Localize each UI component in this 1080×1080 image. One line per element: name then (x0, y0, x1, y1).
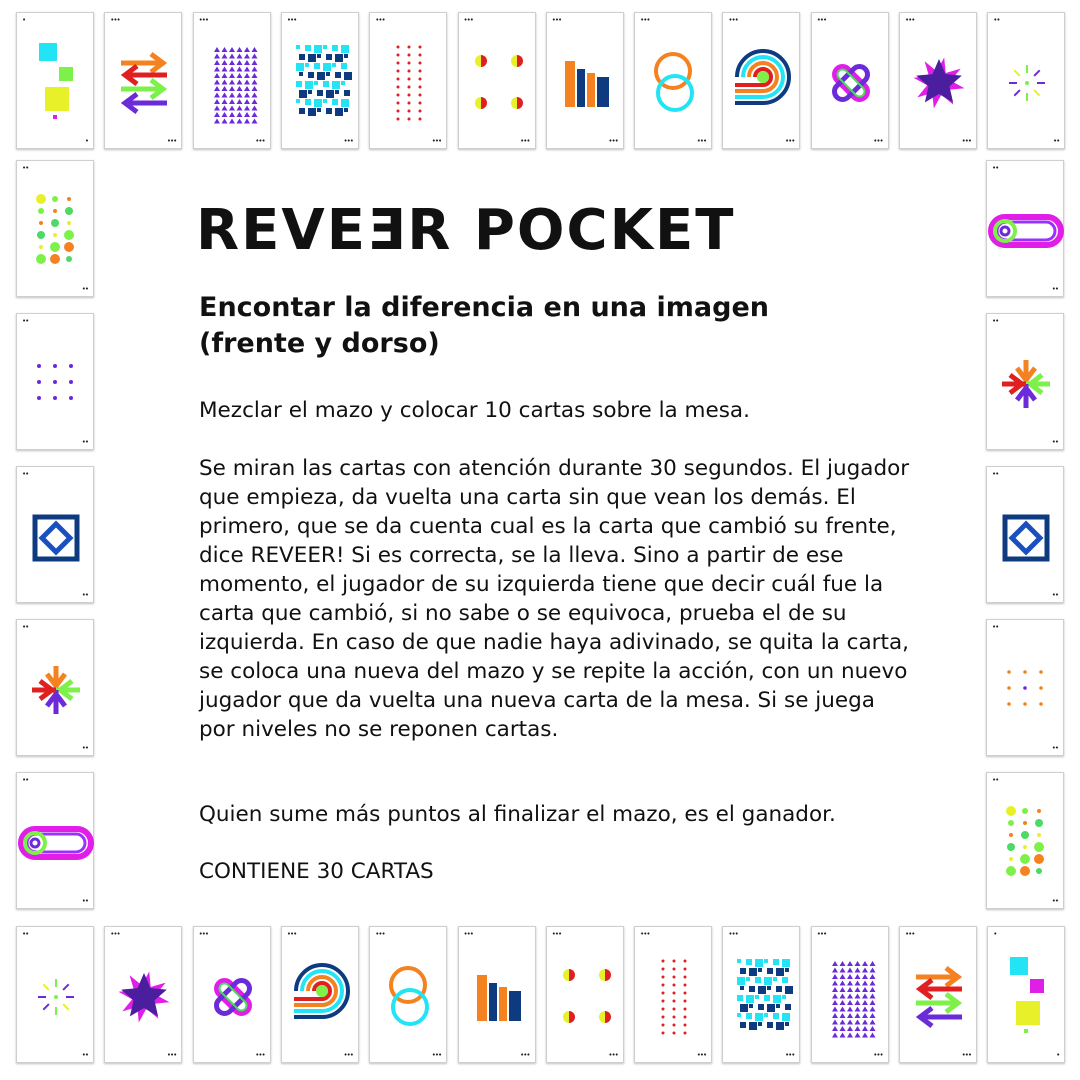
card-level-pips: ••• (816, 930, 827, 938)
card-level-pips: ••• (343, 1051, 353, 1059)
card-level-pips: •• (81, 438, 88, 446)
card-level-pips: • (22, 16, 26, 24)
card-level-pips: •• (992, 470, 999, 478)
rule-paragraph-setup: Mezclar el mazo y colocar 10 cartas sobre la mesa. (199, 398, 750, 423)
card-level-pips: ••• (198, 930, 208, 938)
card-level-pips: ••• (255, 137, 265, 145)
card-level-pips: ••• (551, 930, 562, 938)
card-level-pips: • (84, 137, 88, 145)
card-level-pips: •• (992, 623, 999, 631)
card-level-pips: ••• (166, 137, 177, 145)
card-level-pips: ••• (520, 137, 530, 145)
card-level-pips: ••• (608, 137, 618, 145)
card-level-pips: ••• (696, 1051, 707, 1059)
card-level-pips: ••• (343, 137, 353, 145)
card-level-pips: •• (992, 164, 999, 172)
game-title: REVEƎR POCKET (196, 198, 736, 263)
card-level-pips: •• (81, 897, 88, 905)
card-level-pips: ••• (286, 930, 297, 938)
card-level-pips: ••• (785, 137, 795, 145)
card-level-pips: ••• (431, 1051, 442, 1059)
card-level-pips: ••• (905, 16, 915, 24)
card-level-pips: • (1056, 1051, 1060, 1059)
card-level-pips: •• (1051, 897, 1058, 905)
card-level-pips: ••• (110, 16, 120, 24)
card-level-pips: •• (22, 164, 29, 172)
card-level-pips: ••• (785, 1051, 795, 1059)
card-level-pips: •• (1053, 137, 1060, 145)
card-level-pips: •• (22, 930, 29, 938)
card-level-pips: • (993, 930, 997, 938)
card-level-pips: •• (81, 285, 88, 293)
card-level-pips: •• (81, 744, 88, 752)
card-level-pips: ••• (961, 137, 971, 145)
card-level-pips: ••• (640, 16, 650, 24)
card-level-pips: ••• (961, 1051, 971, 1059)
card-level-pips: ••• (110, 930, 120, 938)
card-level-pips: ••• (608, 1051, 618, 1059)
card-level-pips: ••• (463, 930, 473, 938)
card-level-pips: ••• (198, 16, 208, 24)
card-level-pips: •• (81, 1051, 88, 1059)
card-level-pips: •• (992, 776, 999, 784)
card-level-pips: •• (22, 470, 29, 478)
card-level-pips: ••• (873, 1051, 883, 1059)
card-level-pips: ••• (375, 16, 385, 24)
card-level-pips: ••• (640, 930, 650, 938)
card-level-pips: ••• (375, 930, 385, 938)
card-level-pips: •• (22, 776, 29, 784)
card-level-pips: •• (1051, 744, 1058, 752)
card-level-pips: ••• (520, 1051, 530, 1059)
card-count-note: CONTIENE 30 CARTAS (199, 859, 434, 884)
card-level-pips: ••• (728, 16, 738, 24)
card-level-pips: ••• (286, 16, 297, 24)
card-level-pips: •• (1051, 438, 1058, 446)
card-level-pips: •• (1051, 591, 1058, 599)
card-level-pips: •• (992, 317, 999, 325)
card-level-pips: ••• (816, 16, 827, 24)
card-level-pips: ••• (551, 16, 562, 24)
card-level-pips: ••• (166, 1051, 177, 1059)
card-level-pips: •• (22, 623, 29, 631)
card-level-pips: •• (81, 591, 88, 599)
card-level-pips: •• (22, 317, 29, 325)
card-level-pips: ••• (463, 16, 473, 24)
card-level-pips: ••• (431, 137, 442, 145)
rule-paragraph-winner: Quien sume más puntos al finalizar el mazo, es el ganador. (199, 802, 836, 827)
card-level-pips: ••• (696, 137, 707, 145)
card-level-pips: ••• (255, 1051, 265, 1059)
card-level-pips: •• (1051, 285, 1058, 293)
card-level-pips: ••• (728, 930, 738, 938)
card-level-pips: •• (993, 16, 1000, 24)
card-level-pips: ••• (905, 930, 915, 938)
card-level-pips: ••• (873, 137, 883, 145)
game-subtitle: Encontar la diferencia en una imagen (frente y dorso) (199, 292, 769, 359)
rule-paragraph-gameplay: Se miran las cartas con atención durante 30 segundos. El jugador que empieza, da vuelta una carta sin que vean los demás. El primero, que se da cuenta cual es la carta que cambió su frente, dice REVEER! Si es correcta, se la lleva. Sino a partir de ese momento, el jugador de su izquierda tiene que decir cuál fue la carta que cambió, si no sabe o se equivoca, prueba el de su izquierda. En caso de que nadie haya adivinado, se quita la carta, se coloca una nueva del mazo y se repite la acción, con un nuevo jugador que da vuelta una nueva carta de la mesa. Si se juega por niveles no se reponen cartas. (199, 456, 910, 742)
